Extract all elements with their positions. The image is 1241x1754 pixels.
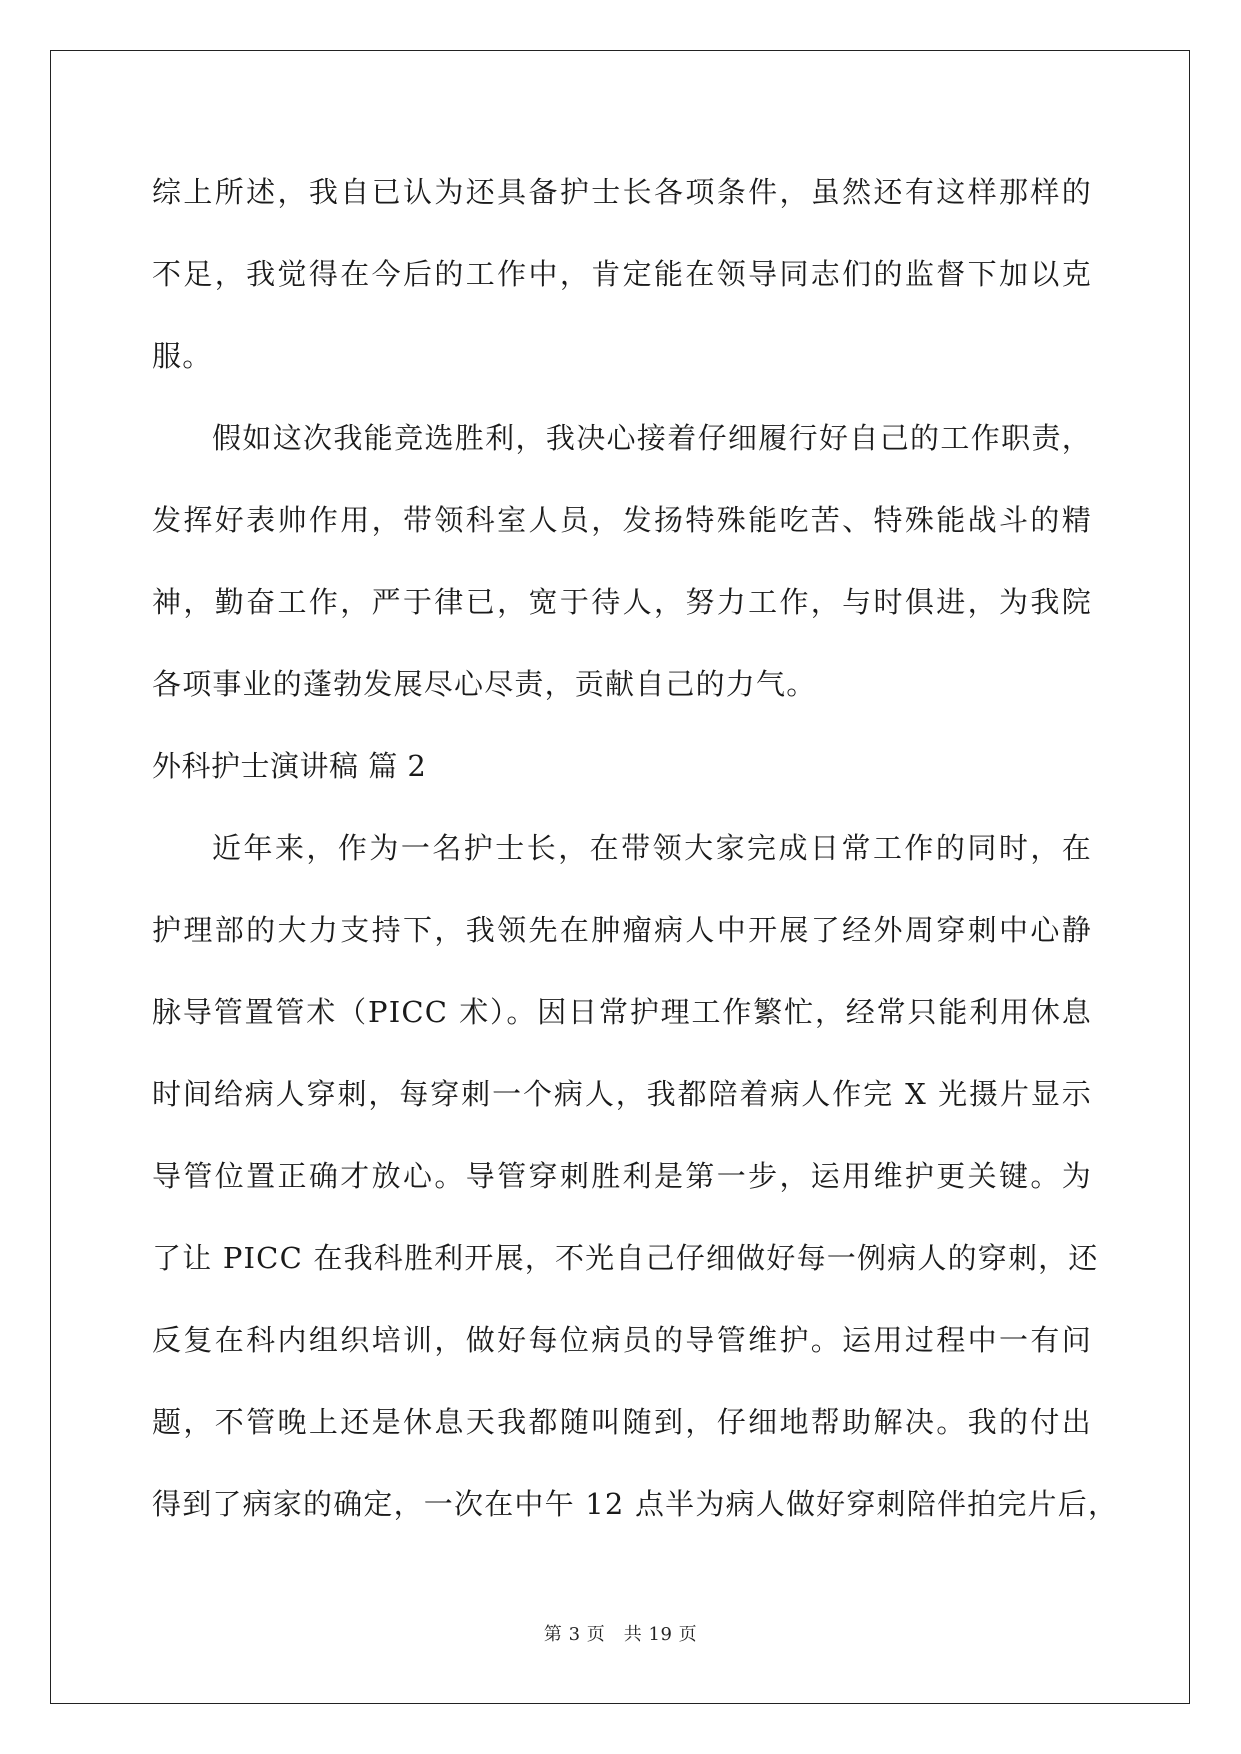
- paragraph-line: 了让 PICC 在我科胜利开展，不光自己仔细做好每一例病人的穿刺，还: [152, 1241, 1099, 1275]
- paragraph-line: 神，勤奋工作，严于律已，宽于待人，努力工作，与时俱进，为我院: [152, 585, 1092, 619]
- paragraph-line: 综上所述，我自已认为还具备护士长各项条件，虽然还有这样那样的: [152, 175, 1092, 209]
- paragraph-line: 反复在科内组织培训，做好每位病员的导管维护。运用过程中一有问: [152, 1323, 1092, 1357]
- paragraph-line: 导管位置正确才放心。导管穿刺胜利是第一步，运用维护更关键。为: [152, 1159, 1092, 1193]
- paragraph-line: 各项事业的蓬勃发展尽心尽责，贡献自己的力气。: [152, 667, 817, 701]
- paragraph-line: 服。: [152, 339, 213, 373]
- paragraph-line: 不足，我觉得在今后的工作中，肯定能在领导同志们的监督下加以克: [152, 257, 1092, 291]
- paragraph-line: 题，不管晚上还是休息天我都随叫随到，仔细地帮助解决。我的付出: [152, 1405, 1092, 1439]
- section-heading: 外科护士演讲稿 篇 2: [152, 749, 427, 783]
- paragraph-line: 近年来，作为一名护士长，在带领大家完成日常工作的同时，在: [212, 831, 1092, 865]
- paragraph-line: 发挥好表帅作用，带领科室人员，发扬特殊能吃苦、特殊能战斗的精: [152, 503, 1092, 537]
- paragraph-line: 护理部的大力支持下，我领先在肿瘤病人中开展了经外周穿刺中心静: [152, 913, 1092, 947]
- paragraph-line: 假如这次我能竞选胜利，我决心接着仔细履行好自己的工作职责，: [212, 421, 1092, 455]
- page-number-footer: 第 3 页 共 19 页: [543, 1624, 698, 1645]
- paragraph-line: 脉导管置管术（PICC 术）。因日常护理工作繁忙，经常只能利用休息: [152, 995, 1092, 1029]
- paragraph-line: 得到了病家的确定，一次在中午 12 点半为病人做好穿刺陪伴拍完片后，: [152, 1487, 1119, 1521]
- paragraph-line: 时间给病人穿刺，每穿刺一个病人，我都陪着病人作完 X 光摄片显示: [152, 1077, 1092, 1111]
- document-body: [152, 160, 1119, 1554]
